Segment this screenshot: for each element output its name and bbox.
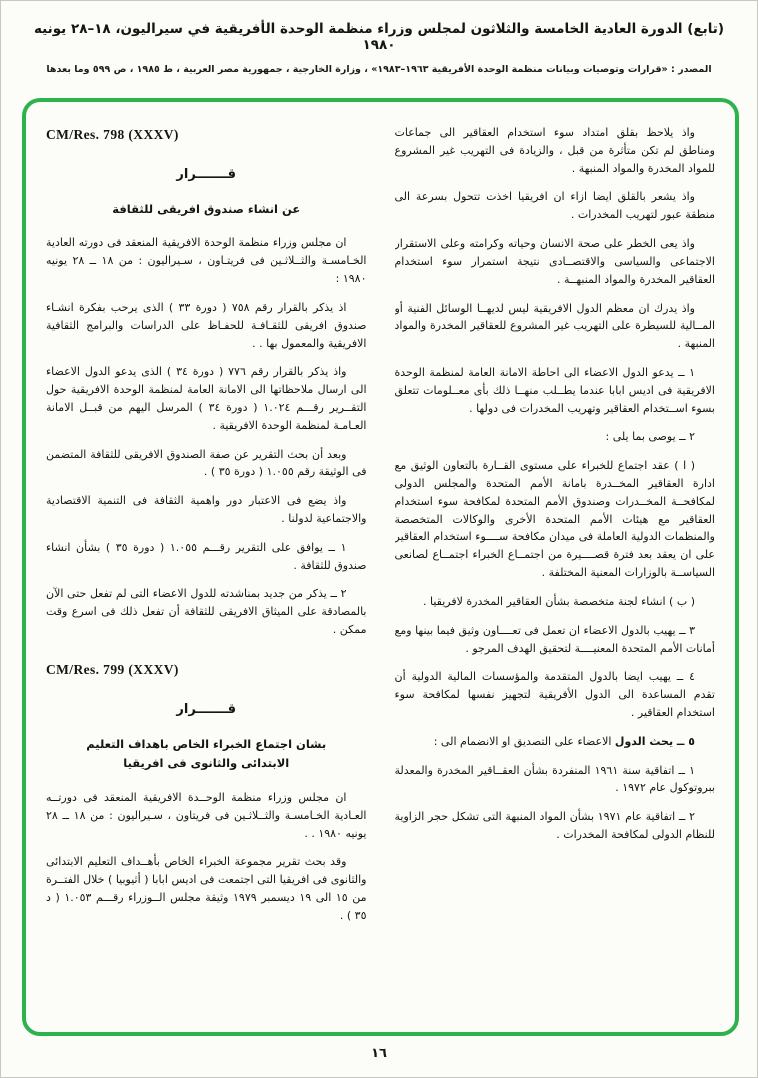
paragraph: ٢ ــ يذكر من جديد بمناشدته للدول الاعضاء التى لم تفعل حتى الآن بالمصادقة على الميثاق الافريقى للثقافة أن تفعل ذلك فى اسرع وقت ممكن . <box>46 587 367 637</box>
page-header <box>1 1 757 75</box>
paragraph-ratification <box>395 733 716 751</box>
right-column <box>395 124 716 1020</box>
paragraph: وقد بحث تقرير مجموعة الخبراء الخاص بأهــداف التعليم الابتدائى والثانوى فى افريقيا التى اجتمعت فى اديس ابابا ( أثيوبيا ) خلال الفتــرة من ١٥ الى ١٩ ديسمبر ١٩٧٩ وثيقة مجلس الــوزراء رقـــم ١.٠٥٣ ( د ٣٥ ) . <box>46 855 367 922</box>
paragraph: واذ يذكر بالقرار رقم ٧٧٦ ( دورة ٣٤ ) الذى يدعو الدول الاعضاء الى ارسال ملاحظاتها الى الامانة العامة لمنظمة الوحدة الافريقية حول التقــرير رقـــم ١.٠٢٤ ( دورة ٣٤ ) المرسل اليهم من قبــل الامانة العـامـة لمنظمة الوحدة الافريقية . <box>46 365 367 432</box>
resolution-799-id: CM/Res. 799 (XXXV) <box>46 661 179 677</box>
paragraph: ١ ــ يدعو الدول الاعضاء الى احاطة الامانة العامة لمنظمة الوحدة الافريقية فى اديس ابابا عندما يطــلب منهــا ذلك بأى معــلومات تتعلق بسوء اســتخدام العقاقير وتهريب المخدرات فى دولها . <box>394 365 715 415</box>
paragraph: واذ يشعر بالقلق ايضا ازاء ان افريقيا اخذت تتحول بسرعة الى منطقة عبور لتهريب المخدرات . <box>394 190 715 222</box>
paragraph: ١ ــ يوافق على التقرير رقـــم ١.٠٥٥ ( دورة ٣٥ ) بشأن انشاء صندوق للثقافة . <box>46 540 367 572</box>
paragraph: ان مجلس وزراء منظمة الوحــدة الافريقية المنعقد فى دورتــه العـادية الخـامسـة والثــلاثـين فى فريتاون ، سـيراليون : من ١٨ ــ ٢٨ يونيه ١٩٨٠ . . <box>46 790 367 840</box>
resolution-798-title: عن انشاء صندوق افريقى للثقافة <box>112 201 301 216</box>
source-citation: المصدر : «قرارات وتوصيات وبيانات منظمة الوحدة الأفريقية ١٩٦٣–١٩٨٣» ، وزارة الخارجية ، جمهورية مصر العربية ، ط ١٩٨٥ ، ص ٥٩٩ وما بعدها <box>46 64 712 75</box>
resolution-799-word: قـــــــرار <box>176 701 237 717</box>
resolution-799-title-line1: بشان اجتماع الخبراء الخاص باهداف التعليم <box>86 736 327 751</box>
page-number: ١٦ <box>371 1046 387 1061</box>
resolution-798-word: قـــــــرار <box>176 166 237 182</box>
paragraph: ان مجلس وزراء منظمة الوحدة الافريقية المنعقد فى دورته العادية الخـامسـة والثــلاثـين فى فريتـاون ، سـيراليون : من ١٨ ــ ٢٨ يونيه ١٩٨٠ : <box>46 236 367 286</box>
left-column <box>46 124 367 1020</box>
paragraph-rest: الاعضاء على التصديق او الانضمام الى : <box>433 734 615 748</box>
paragraph-bold-lead: ٥ ــ يحث الدول <box>614 734 695 748</box>
paragraph: واذ يضع فى الاعتبار دور واهمية الثقافة فى التنمية الاقتصادية والاجتماعية لدولنا . <box>46 494 367 526</box>
resolution-799-title <box>46 735 367 774</box>
paragraph: ٣ ــ يهيب بالدول الاعضاء ان تعمل فى تعــــاون وثيق فيما بينها ومع أمانات الأمم المتحدة المعنيــــة لتحقيق الهدف المرجو . <box>394 623 715 655</box>
resolution-798-id: CM/Res. 798 (XXXV) <box>46 127 179 142</box>
paragraph: ٢ ــ يوصى بما يلى : <box>605 430 695 444</box>
resolution-799-title-line2: الابتدائى والثانوى فى افريقيا <box>123 756 290 771</box>
paragraph: واذ يلاحظ بقلق امتداد سوء استخدام العقاقير الى جماعات ومناطق لم تكن متأثرة من قبل ، والزيادة فى التهريب غير المشروع للمواد المخدرة والمواد المنبهة . <box>394 126 715 175</box>
paragraph: ٤ ــ يهيب ايضا بالدول المتقدمة والمؤسسات المالية الدولية أن تقدم المساعدة الى الدول الأفريقية لتجهيز نفسها لمكافحة سوء استخدام العقاقير . <box>394 670 715 719</box>
paragraph: ٢ ــ اتفاقية عام ١٩٧١ بشأن المواد المنبهة التى تشكل حجر الزاوية للنظام الدولى لمكافحة المخدرات . <box>394 810 715 841</box>
session-title: (تابع) الدورة العادية الخامسة والثلاثون لمجلس وزراء منظمة الوحدة الأفريقية في سيراليون، ١٨–٢٨ يونيه ١٩٨٠ <box>33 21 725 53</box>
paragraph: ( ب ) انشاء لجنة متخصصة بشأن العقاقير المخدرة لافريقيا . <box>422 594 695 608</box>
paragraph: وبعد أن بحث التقرير عن صفة الصندوق الافريقى للثقافة المتضمن فى الوثيقة رقم ١.٠٥٥ ( دورة ٣٥ ) . <box>46 447 367 479</box>
two-column-layout <box>46 124 715 1020</box>
content-border-box <box>22 98 739 1036</box>
paragraph: ١ ــ اتفاقية سنة ١٩٦١ المنفردة بشأن العقــاقير المخدرة والمعدلة ببروتوكول عام ١٩٧٢ . <box>394 763 715 795</box>
paragraph: ( ا ) عقد اجتماع للخبراء على مستوى القــارة بالتعاون الوثيق مع ادارة العقاقير المخــدرة بامانة الأمم المتحدة والمجلس الدولى لمكافحــة المخــدرات وصندوق الأمم المتحدة لمكافحة سوء استخدام العقاقير مع هيئات الأمم المتحدة الأخرى والوكالات المتخصصة والمنظمات الدولية العاملة فى ميدان مكافحة ســــوء استخدام العقاقير على ان يعقد بعد فترة قصــــيرة من اجتمــاع الخبراء اجتمــاع لصانعى السياســة بالوزارات المعنية المختلفة . <box>394 459 715 580</box>
paragraph: واذ يعى الخطر على صحة الانسان وحياته وكرامته وعلى الاستقرار الاجتماعى والسياسى والاقتصــادى نتيجة استمرار سوء استخدام العقاقير المخدرة والمواد المنبهــة . <box>394 237 715 286</box>
paragraph: واذ يدرك ان معظم الدول الافريقية ليس لديهــا الوسائل الفنية أو المــالية للسيطرة على التهريب غير المشروع للعقاقير المخدرة والمواد المنبهة . <box>394 301 715 351</box>
paragraph: اذ يذكر بالقرار رقم ٧٥٨ ( دورة ٣٣ ) الذى يرحب بفكرة انشـاء صندوق افريقى للثقـافـة للحفـاظ على الدراسات والبرامج الثقافية الافريقية والمعمول بها . . <box>46 300 367 350</box>
